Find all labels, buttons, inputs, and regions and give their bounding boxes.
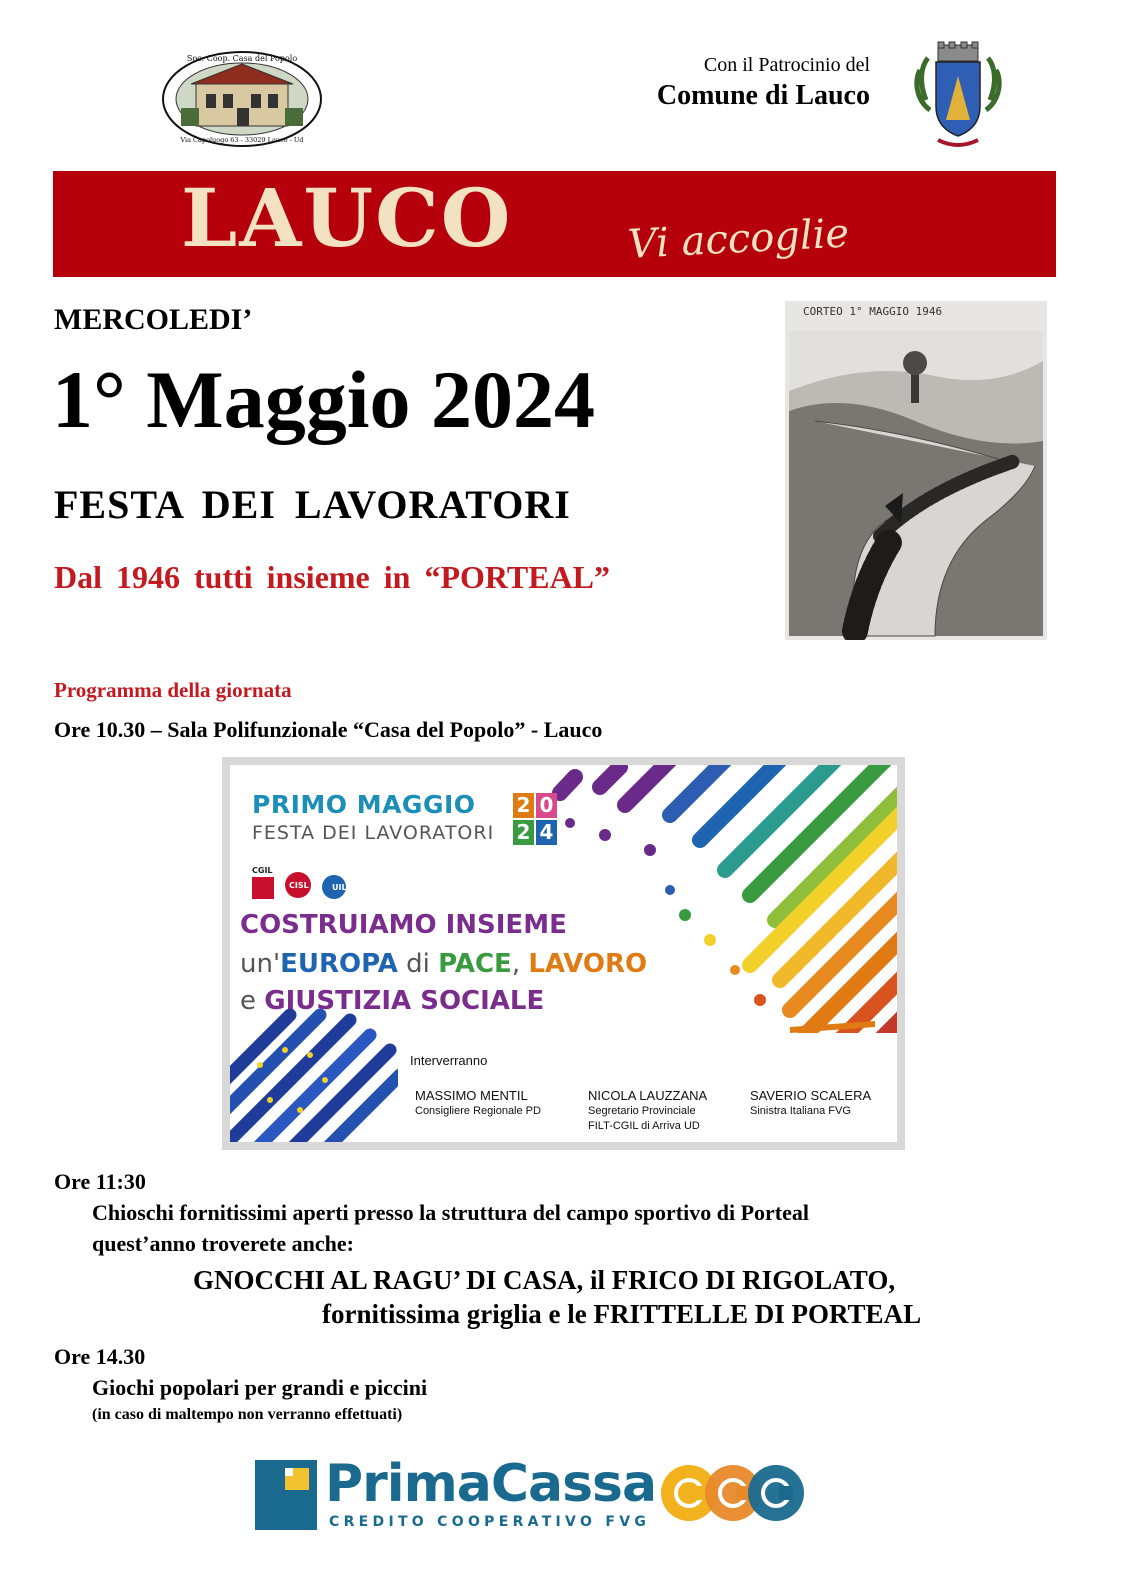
historic-photo-corteo-1946 — [785, 301, 1047, 640]
speaker-name: NICOLA LAUZZANA — [588, 1088, 708, 1103]
speaker — [588, 1088, 758, 1133]
svg-text:Via Capoluogo 63 - 33029 Lauco: Via Capoluogo 63 - 33029 Lauco - Ud — [180, 136, 304, 144]
speaker — [415, 1088, 585, 1118]
event-tagline: Dal 1946 tutti insieme in “PORTEAL” — [54, 559, 610, 595]
speaker-role: Segretario Provinciale — [588, 1105, 696, 1117]
poster-subtitle: FESTA DEI LAVORATORI — [252, 822, 495, 844]
speakers-label: Interverranno — [410, 1053, 488, 1068]
programme-title: Programma della giornata — [54, 678, 292, 702]
svg-text:CISL: CISL — [289, 881, 309, 890]
speaker-role: FILT-CGIL di Arriva UD — [588, 1120, 700, 1132]
ccc-mark-icon — [660, 1462, 805, 1524]
svg-text:UIL: UIL — [332, 883, 347, 892]
poster-title: PRIMO MAGGIO — [252, 790, 476, 819]
patronage-text — [560, 52, 870, 114]
svg-text:Soc. Coop. Casa del Popolo: Soc. Coop. Casa del Popolo — [186, 54, 298, 63]
speakers-panel — [398, 1033, 897, 1142]
food-menu-line: fornitissima griglia e le FRITTELLE DI PORTEAL — [322, 1299, 922, 1329]
poster-year-digit: 0 — [536, 793, 557, 818]
slogan-line-3: e GIUSTIZIA SOCIALE — [240, 986, 545, 1016]
programme-item-2-time: Ore 11:30 — [54, 1169, 146, 1194]
comune-di-lauco-crest — [908, 40, 1008, 155]
primacassa-mark-icon — [255, 1460, 317, 1530]
event-name: FESTA DEI LAVORATORI — [54, 482, 571, 527]
weather-note: (in caso di maltempo non verranno effettuati) — [92, 1406, 403, 1423]
speaker-name: MASSIMO MENTIL — [415, 1088, 528, 1103]
banner-title: LAUCO — [181, 171, 513, 265]
primacassa-sponsor-logo — [255, 1454, 805, 1532]
slogan-line-2: un'EUROPA di PACE, LAVORO — [240, 949, 648, 979]
coop-casa-del-popolo-logo — [161, 50, 323, 148]
svg-text:CGIL: CGIL — [252, 866, 273, 875]
speaker — [750, 1088, 897, 1118]
municipality-name: Comune di Lauco — [656, 80, 870, 111]
programme-item-1: Ore 10.30 – Sala Polifunzionale “Casa del Popolo” - Lauco — [54, 717, 603, 742]
programme-item-2-text: quest’anno troverete anche: — [92, 1231, 354, 1256]
programme-item-3-text: Giochi popolari per grandi e piccini — [92, 1375, 428, 1400]
lauco-banner — [53, 171, 1056, 277]
slogan-line-1: COSTRUIAMO INSIEME — [240, 910, 567, 940]
sponsor-name: PrimaCassa — [325, 1454, 657, 1514]
speaker-role: Consigliere Regionale PD — [415, 1105, 541, 1117]
primo-maggio-poster — [222, 757, 905, 1150]
programme-item-2-text: Chioschi fornitissimi aperti presso la struttura del campo sportivo di Porteal — [92, 1200, 809, 1225]
poster-year-digit: 2 — [513, 820, 534, 845]
programme-item-3-time: Ore 14.30 — [54, 1344, 146, 1369]
event-weekday: MERCOLEDI’ — [54, 303, 253, 336]
poster-year-digit: 4 — [536, 820, 557, 845]
svg-text:CORTEO 1° MAGGIO 1946: CORTEO 1° MAGGIO 1946 — [803, 305, 943, 318]
food-menu-line: GNOCCHI AL RAGU’ DI CASA, il FRICO DI RIGOLATO, — [193, 1265, 896, 1295]
speaker-role: Sinistra Italiana FVG — [750, 1105, 851, 1117]
union-logos — [252, 863, 382, 903]
patronage-line: Con il Patrocinio del — [703, 54, 870, 76]
event-date: 1° Maggio 2024 — [52, 354, 595, 445]
poster-year-digit: 2 — [513, 793, 534, 818]
sponsor-subtitle: CREDITO COOPERATIVO FVG — [329, 1514, 651, 1530]
banner-subtitle: Vi accoglie — [626, 210, 851, 268]
speaker-name: SAVERIO SCALERA — [750, 1088, 872, 1103]
